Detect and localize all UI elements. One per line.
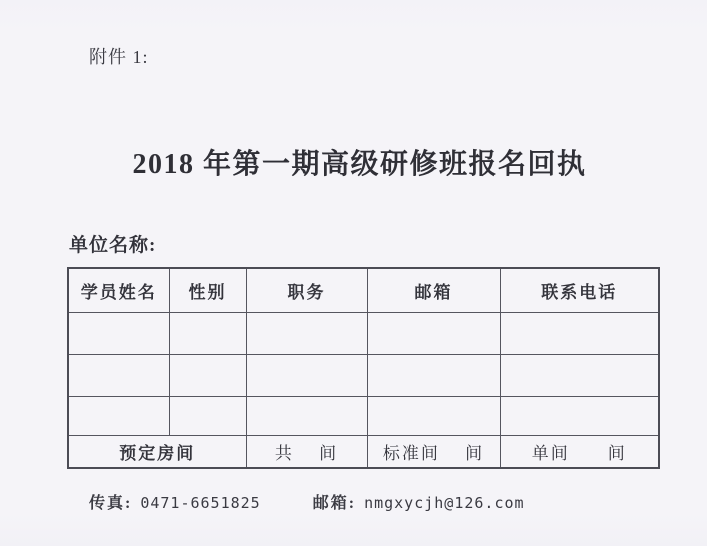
empty-cell	[367, 312, 500, 354]
room-reservation-row	[68, 435, 659, 468]
room-reservation-label: 预定房间	[68, 435, 246, 468]
empty-cell	[246, 312, 367, 354]
empty-cell	[68, 354, 169, 396]
unit-name-label: 单位名称:	[69, 235, 157, 256]
empty-cell	[367, 396, 500, 435]
table-row	[68, 354, 659, 396]
table-row	[68, 312, 659, 354]
table-header-row	[68, 268, 659, 312]
empty-cell	[246, 354, 367, 396]
header-cell-email: 邮箱	[367, 268, 500, 312]
header-cell-student-name: 学员姓名	[68, 268, 169, 312]
email-address: nmgxycjh@126.com	[364, 494, 525, 512]
header-cell-position: 职务	[246, 268, 367, 312]
standard-rooms-cell: 标准间 间	[367, 435, 500, 468]
fax-info	[89, 490, 261, 513]
empty-cell	[68, 396, 169, 435]
single-rooms-cell: 单间 间	[500, 435, 659, 468]
empty-cell	[68, 312, 169, 354]
table-row	[68, 396, 659, 435]
empty-cell	[169, 354, 246, 396]
empty-cell	[500, 354, 659, 396]
header-cell-phone: 联系电话	[500, 268, 659, 312]
fax-number: 0471-6651825	[140, 494, 261, 512]
empty-cell	[169, 396, 246, 435]
document-title: 2018 年第一期高级研修班报名回执	[132, 149, 587, 180]
registration-table	[67, 267, 660, 469]
fax-label: 传真:	[89, 495, 133, 512]
attachment-label: 附件 1:	[89, 47, 149, 67]
empty-cell	[500, 312, 659, 354]
header-cell-gender: 性别	[169, 268, 246, 312]
total-rooms-cell: 共 间	[246, 435, 367, 468]
contact-info-line	[89, 490, 525, 513]
empty-cell	[169, 312, 246, 354]
email-info	[313, 490, 525, 513]
email-label: 邮箱:	[312, 495, 357, 512]
empty-cell	[500, 396, 659, 435]
empty-cell	[246, 396, 367, 435]
empty-cell	[367, 354, 500, 396]
